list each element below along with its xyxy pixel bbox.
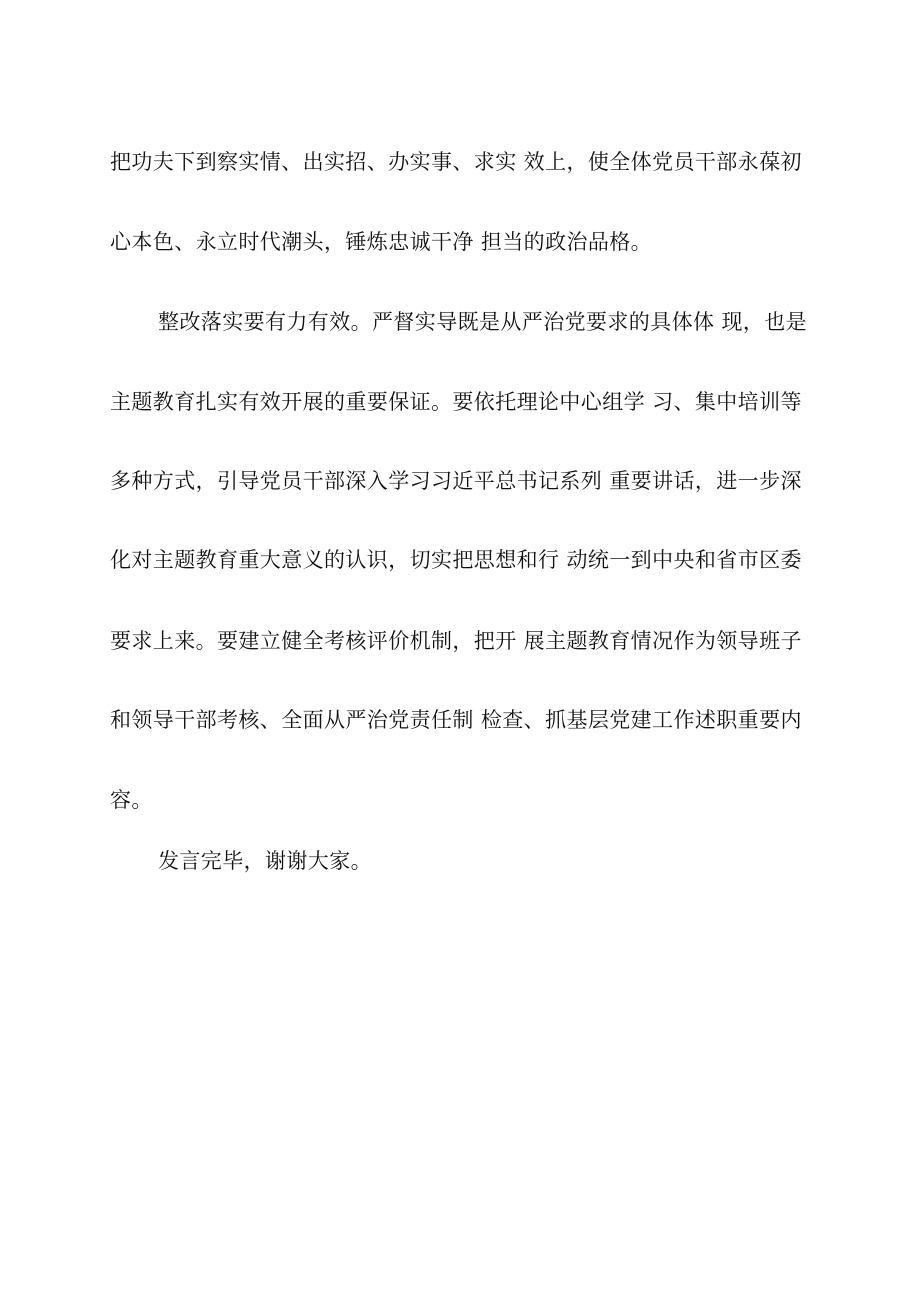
paragraph-line: 主题教育扎实有效开展的重要保证。要依托理论中心组学 习、集中培训等 [110,390,802,414]
paragraph-line: 要求上来。要建立健全考核评价机制，把开 展主题教育情况作为领导班子 [110,629,802,653]
paragraph-line: 和领导干部考核、全面从严治党责任制 检查、抓基层党建工作述职重要内 [110,708,802,732]
paragraph-line: 整改落实要有力有效。严督实导既是从严治党要求的具体体 现，也是 [158,310,808,334]
paragraph-line: 容。 [110,788,153,812]
paragraph-line: 化对主题教育重大意义的认识，切实把思想和行 动统一到中央和省市区委 [110,548,802,572]
closing-line: 发言完毕，谢谢大家。 [158,849,372,873]
paragraph-line: 心本色、永立时代潮头，锤炼忠诚干净 担当的政治品格。 [110,230,653,254]
paragraph-line: 把功夫下到察实情、出实招、办实事、求实 效上，使全体党员干部永葆初 [110,150,802,174]
paragraph-line: 多种方式，引导党员干部深入学习习近平总书记系列 重要讲话，进一步深 [110,469,802,493]
